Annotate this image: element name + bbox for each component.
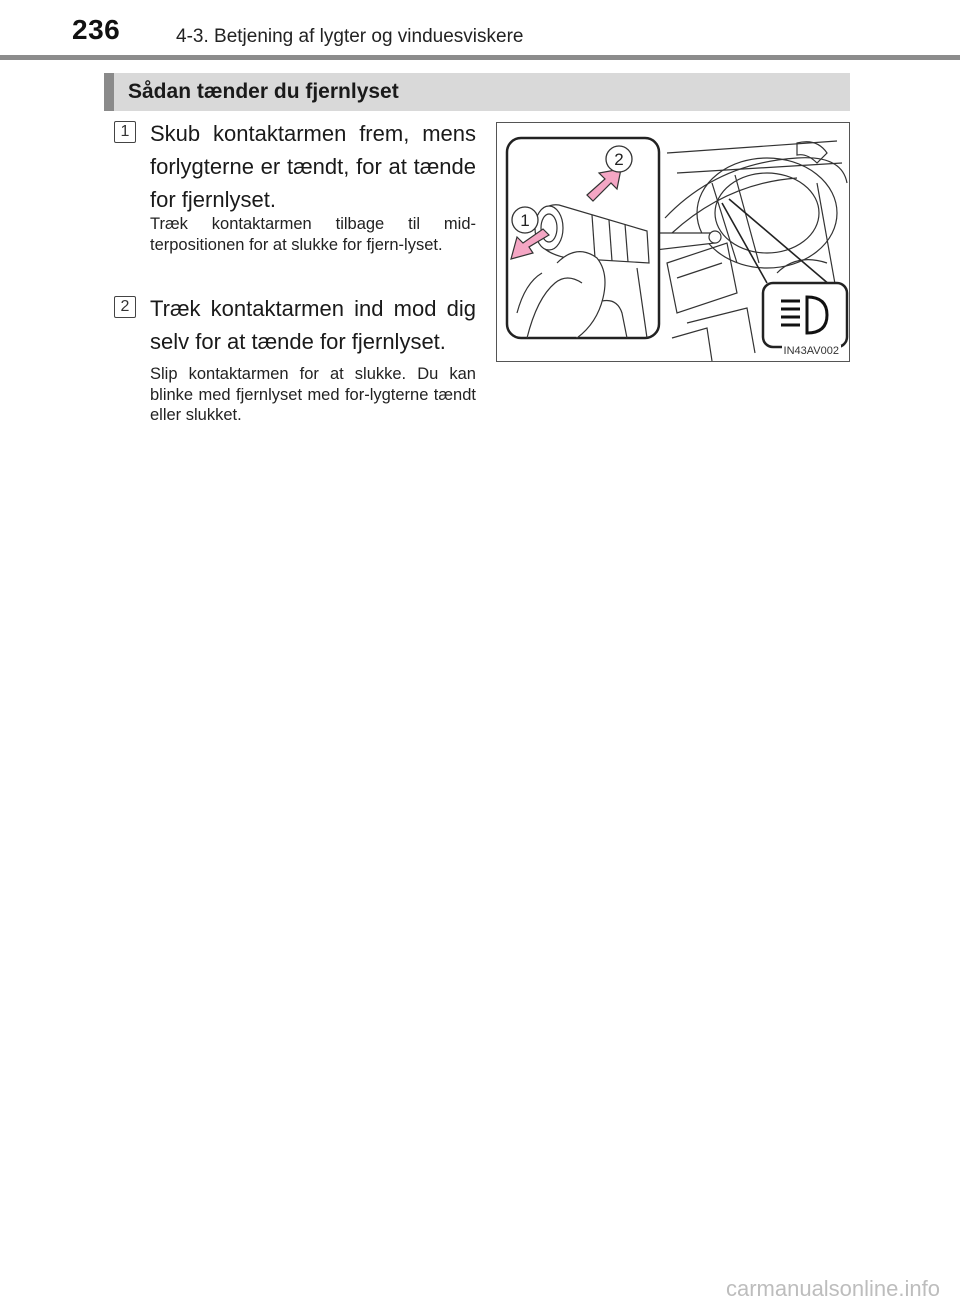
- step-1-badge: 1: [114, 121, 136, 143]
- watermark: carmanualsonline.info: [725, 1276, 940, 1301]
- callout-1: [512, 207, 538, 233]
- section-heading-bar: [104, 73, 850, 111]
- step-1-text: Skub kontaktarmen frem, mens forlygterne er tændt, for at tænde for fjernlyset.: [150, 121, 476, 212]
- step-2-badge: 2: [114, 296, 136, 318]
- callout-1-label: 1: [520, 211, 530, 230]
- chapter-title: 4-3. Betjening af lygter og vinduesviskere: [176, 26, 524, 47]
- high-beam-indicator-box: [763, 283, 847, 347]
- figure-code: IN43AV002: [783, 345, 839, 357]
- zoom-callout-lines: [722, 199, 837, 291]
- step-1-note: Træk kontaktarmen tilbage til mid-terpositionen for at slukke for fjern-lyset.: [150, 215, 476, 254]
- step-2-text: Træk kontaktarmen ind mod dig selv for at tænde for fjernlyset.: [150, 296, 476, 354]
- illustration-drawing: [497, 123, 850, 362]
- page-number: 236: [72, 14, 121, 45]
- callout-2: [606, 146, 632, 172]
- section-title: Sådan tænder du fjernlyset: [128, 80, 399, 103]
- step-2-note: Slip kontaktarmen for at slukke. Du kan blinke med fjernlyset med for-lygterne tændt eller slukket.: [150, 365, 476, 424]
- headlight-lever-illustration: [496, 122, 850, 362]
- callout-2-label: 2: [614, 150, 624, 169]
- header-divider: [0, 55, 960, 60]
